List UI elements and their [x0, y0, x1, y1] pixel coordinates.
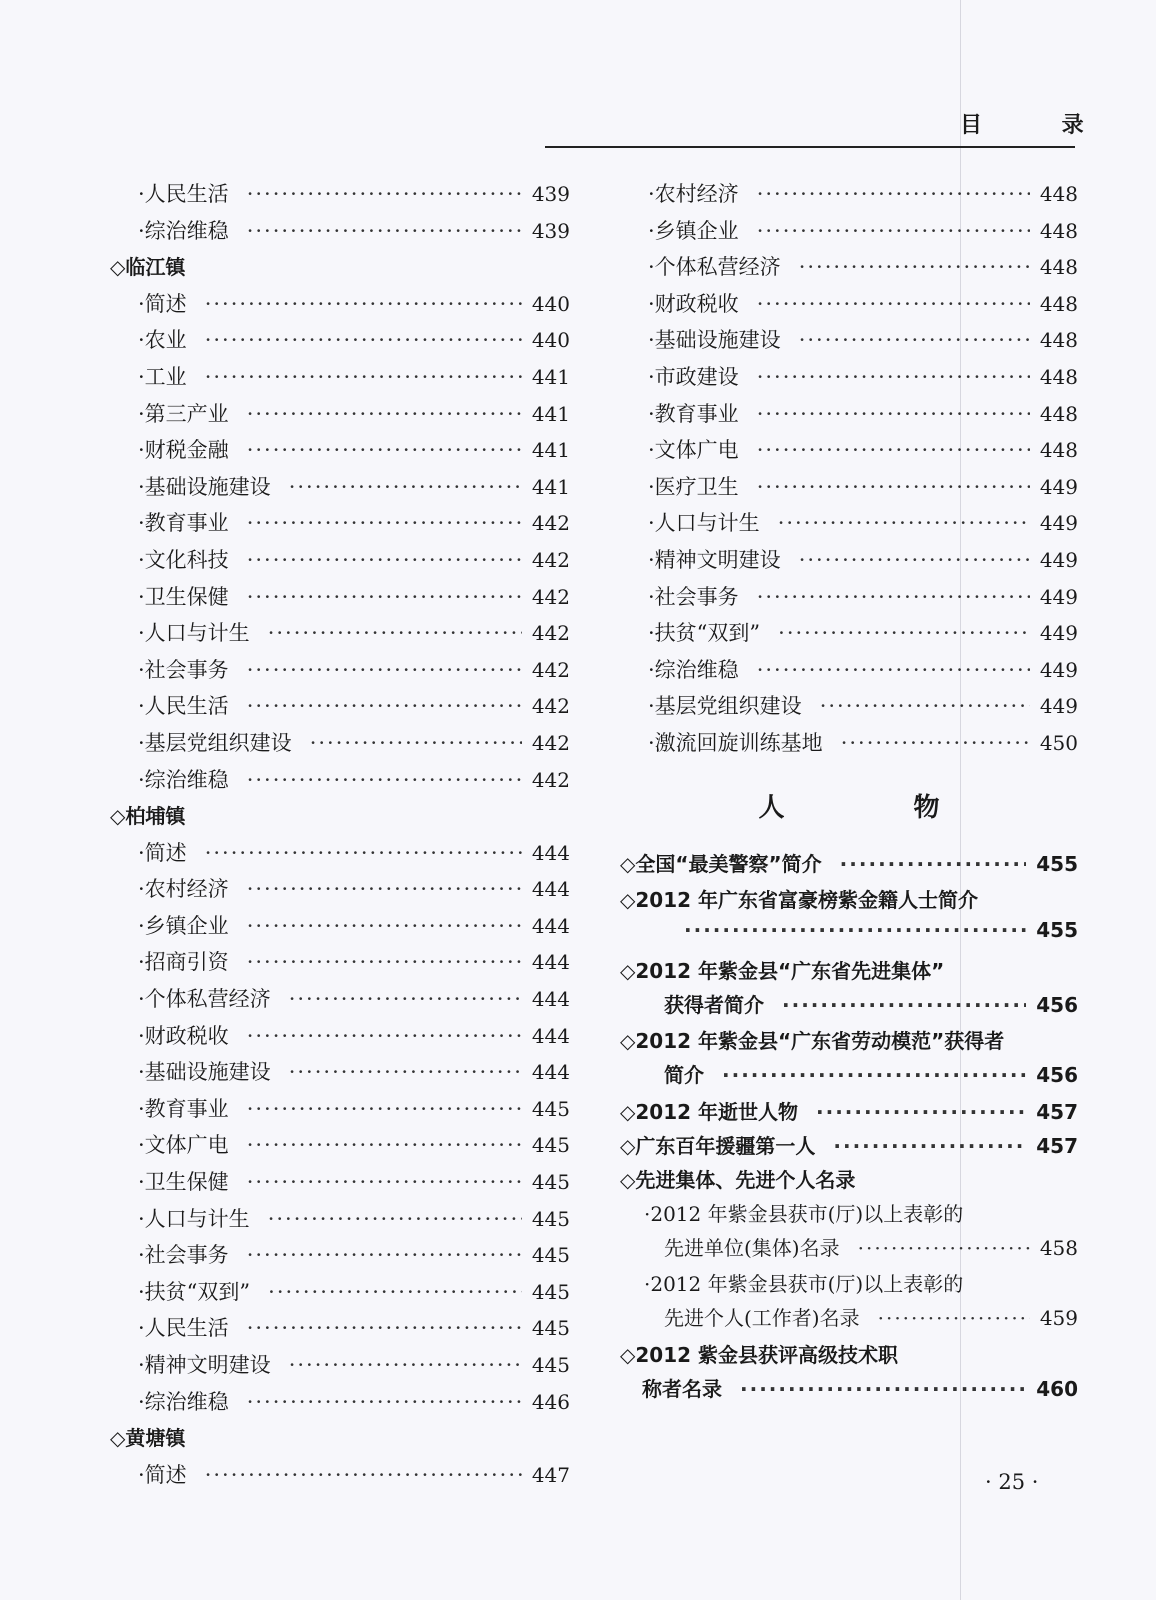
toc-entry-label: ◇2012 年逝世人物 [620, 1099, 799, 1124]
toc-entry[interactable] [110, 1386, 570, 1423]
dot-leader [247, 950, 522, 974]
toc-entry-page: 442 [531, 584, 570, 609]
toc-entry-label: ·卫生保健 [138, 584, 229, 609]
toc-entry[interactable] [620, 617, 1078, 654]
toc-entry-page: 448 [1039, 401, 1078, 426]
toc-entry-page: 448 [1039, 255, 1078, 280]
toc-entry[interactable] [620, 690, 1078, 727]
toc-entry[interactable] [110, 581, 570, 618]
toc-entry-page: 440 [531, 291, 570, 316]
toc-entry-line[interactable]: ·2012 年紫金县获市(厅)以上表彰的 [644, 1272, 964, 1297]
dot-leader [205, 841, 522, 865]
toc-entry-page: 442 [531, 694, 570, 719]
toc-entry-label: 先进个人(工作者)名录 [664, 1306, 860, 1331]
toc-entry[interactable] [110, 471, 570, 508]
toc-entry[interactable] [110, 1239, 570, 1276]
toc-entry[interactable] [110, 983, 570, 1020]
toc-entry-label: 简介 [664, 1063, 704, 1088]
toc-entry-label: ◇广东百年援疆第一人 [620, 1133, 816, 1158]
toc-entry-page: 444 [531, 840, 570, 865]
toc-entry-page: 456 [1036, 992, 1078, 1017]
toc-entry[interactable] [110, 1312, 570, 1349]
dot-leader [247, 1170, 522, 1194]
toc-entry-page: 445 [531, 1243, 570, 1268]
toc-entry[interactable] [620, 1096, 1078, 1130]
toc-entry[interactable] [620, 727, 1078, 764]
people-entries [620, 848, 1078, 1410]
toc-entry[interactable] [110, 946, 570, 983]
dot-leader [684, 918, 1026, 942]
toc-entry-page: 441 [531, 401, 570, 426]
toc-entry-label: ·基层党组织建设 [648, 694, 802, 719]
toc-entry-label: ·人口与计生 [648, 511, 760, 536]
toc-entry-label: ·简述 [138, 291, 187, 316]
toc-entry[interactable] [620, 581, 1078, 618]
toc-entry-page: 458 [1039, 1235, 1078, 1260]
dot-leader [247, 877, 522, 901]
toc-entry-label: ◇全国“最美警察”简介 [620, 851, 822, 876]
toc-entry-label: ·乡镇企业 [138, 913, 229, 938]
toc-entry[interactable] [110, 727, 570, 764]
toc-entry-label: ·人口与计生 [138, 621, 250, 646]
toc-entry[interactable] [110, 288, 570, 325]
toc-entry-page: 460 [1036, 1377, 1078, 1402]
dot-leader [247, 1243, 522, 1267]
toc-entry-page: 448 [1039, 182, 1078, 206]
toc-entry-line[interactable]: ◇2012 年紫金县“广东省先进集体” [620, 958, 945, 983]
toc-entry[interactable] [110, 361, 570, 398]
toc-entry[interactable] [620, 989, 1078, 1026]
dot-leader [757, 402, 1030, 426]
toc-entry-page: 444 [531, 987, 570, 1012]
toc-entry-label: ·财税金融 [138, 438, 229, 463]
dot-leader [841, 731, 1030, 755]
toc-section-heading[interactable]: ◇柏埔镇 [110, 804, 186, 829]
dot-leader [757, 182, 1030, 206]
dot-leader [757, 219, 1030, 243]
toc-entry-page: 448 [1039, 291, 1078, 316]
toc-entry-page: 459 [1039, 1306, 1078, 1331]
dot-leader [247, 219, 522, 243]
toc-entry-label: ·激流回旋训练基地 [648, 730, 823, 755]
dot-leader [247, 1133, 522, 1157]
toc-right-column [620, 178, 1078, 1410]
dot-leader [778, 511, 1030, 535]
toc-entry-label: ·医疗卫生 [648, 474, 739, 499]
toc-entry[interactable] [620, 215, 1078, 252]
toc-entry-page: 444 [531, 877, 570, 902]
toc-entry-page: 441 [531, 474, 570, 499]
toc-entry[interactable] [110, 1459, 570, 1496]
toc-entry-label: ·社会事务 [648, 584, 739, 609]
toc-entry-page: 448 [1039, 328, 1078, 353]
dot-leader [247, 694, 522, 718]
toc-entry-label: ·个体私营经济 [648, 255, 781, 280]
dot-leader [247, 402, 522, 426]
toc-entry-page: 448 [1039, 438, 1078, 463]
dot-leader [205, 328, 522, 352]
toc-entry-label: ·综治维稳 [138, 767, 229, 792]
toc-entry[interactable] [110, 1203, 570, 1240]
toc-entry-label: ·文化科技 [138, 547, 229, 572]
dot-leader [757, 292, 1030, 316]
toc-entry[interactable] [110, 215, 570, 252]
toc-entry-page: 449 [1039, 511, 1078, 536]
toc-entry-line[interactable]: ·2012 年紫金县获市(厅)以上表彰的 [644, 1201, 964, 1226]
toc-entry-page: 448 [1039, 364, 1078, 389]
toc-entry-page: 441 [531, 438, 570, 463]
toc-entry-label: ·人口与计生 [138, 1206, 250, 1231]
dot-leader [757, 365, 1030, 389]
toc-entry[interactable] [620, 434, 1078, 471]
toc-entry-page: 449 [1039, 584, 1078, 609]
dot-leader [778, 621, 1030, 645]
toc-entry-page: 442 [531, 730, 570, 755]
toc-entry[interactable] [620, 918, 1078, 955]
toc-entry-label: ·教育事业 [648, 401, 739, 426]
dot-leader [757, 438, 1030, 462]
toc-entry-page: 449 [1039, 474, 1078, 499]
toc-entry-page: 449 [1039, 547, 1078, 572]
toc-entry-label: ·财政税收 [648, 291, 739, 316]
toc-entry-page: 445 [531, 1353, 570, 1377]
toc-entry[interactable] [620, 324, 1078, 361]
toc-entry-page: 445 [531, 1279, 570, 1304]
toc-entry-label: ·农村经济 [138, 877, 229, 902]
dot-leader [247, 548, 522, 572]
toc-entry-line[interactable]: ◇2012 年紫金县“广东省劳动模范”获得者 [620, 1029, 1005, 1054]
toc-left-column [110, 178, 570, 1495]
toc-entry[interactable] [620, 1232, 1078, 1269]
dot-leader [833, 1134, 1026, 1158]
toc-entry[interactable] [110, 690, 570, 727]
dot-leader [782, 993, 1026, 1017]
toc-entry[interactable] [110, 1093, 570, 1130]
toc-entry-page: 445 [531, 1206, 570, 1231]
toc-entry[interactable] [110, 324, 570, 361]
toc-entry-page: 449 [1039, 657, 1078, 682]
toc-entry-page: 446 [531, 1389, 570, 1414]
toc-entry[interactable] [110, 654, 570, 691]
toc-entry-line[interactable]: ◇2012 紫金县获评高级技术职 [620, 1343, 899, 1368]
toc-entry-page: 447 [531, 1462, 570, 1487]
toc-entry[interactable] [110, 178, 570, 215]
toc-entry-label: ·招商引资 [138, 950, 229, 975]
toc-entry-label: ·人民生活 [138, 1316, 229, 1341]
toc-entry[interactable] [620, 848, 1078, 885]
toc-section-heading[interactable]: ◇黄塘镇 [110, 1426, 186, 1451]
dot-leader [247, 182, 522, 206]
toc-entry[interactable] [110, 617, 570, 654]
toc-entry-label: ·人民生活 [138, 694, 229, 719]
toc-entry[interactable] [620, 1373, 1078, 1410]
toc-entry-page: 456 [1036, 1063, 1078, 1088]
toc-entry-page: 442 [531, 767, 570, 792]
dot-leader [310, 731, 522, 755]
toc-entry-label: ·农村经济 [648, 182, 739, 206]
toc-entry-page: 450 [1039, 730, 1078, 755]
toc-entry[interactable] [110, 1129, 570, 1166]
dot-leader [247, 1316, 522, 1340]
toc-entry-label: 称者名录 [642, 1377, 722, 1402]
dot-leader [799, 328, 1030, 352]
toc-entry[interactable] [110, 1349, 570, 1386]
toc-entry[interactable] [110, 1056, 570, 1093]
dot-leader [247, 438, 522, 462]
toc-entry[interactable] [110, 910, 570, 947]
toc-entry-page: 441 [531, 364, 570, 389]
page-number: · 25 · [985, 1470, 1039, 1494]
dot-leader [247, 585, 522, 609]
toc-entry[interactable] [620, 471, 1078, 508]
dot-leader [247, 768, 522, 792]
dot-leader [289, 475, 522, 499]
toc-entry-label: ·农业 [138, 328, 187, 353]
toc-entry-page: 439 [531, 182, 570, 206]
toc-entry-label: ·教育事业 [138, 1096, 229, 1121]
toc-entry-page: 442 [531, 657, 570, 682]
toc-entry-label: ·人民生活 [138, 182, 229, 206]
toc-entry-page: 445 [531, 1133, 570, 1158]
page-title: 目 录 [960, 113, 1120, 138]
toc-entry[interactable] [110, 398, 570, 435]
toc-entry-label: ·社会事务 [138, 1243, 229, 1268]
dot-leader [205, 1463, 522, 1487]
toc-entry[interactable] [620, 507, 1078, 544]
dot-leader [247, 1024, 522, 1048]
toc-entry-page: 444 [531, 1023, 570, 1048]
toc-entry[interactable] [110, 434, 570, 471]
toc-entry[interactable] [620, 288, 1078, 325]
toc-entry-page: 448 [1039, 218, 1078, 243]
toc-entry[interactable] [110, 764, 570, 801]
toc-entry-page: 449 [1039, 694, 1078, 719]
dot-leader [247, 1097, 522, 1121]
toc-entry-page: 440 [531, 328, 570, 353]
toc-entry[interactable] [620, 251, 1078, 288]
toc-entry-page: 445 [531, 1170, 570, 1195]
toc-entry-page: 439 [531, 218, 570, 243]
toc-entry-page: 442 [531, 621, 570, 646]
toc-entry-label: ·精神文明建设 [138, 1353, 271, 1377]
toc-entry[interactable] [110, 873, 570, 910]
toc-entry-line[interactable]: ◇先进集体、先进个人名录 [620, 1167, 856, 1192]
toc-entry-page: 445 [531, 1096, 570, 1121]
toc-entry[interactable] [110, 1276, 570, 1313]
toc-section-heading[interactable]: ◇临江镇 [110, 255, 186, 280]
dot-leader [878, 1306, 1030, 1330]
dot-leader [840, 852, 1027, 876]
dot-leader [816, 1100, 1026, 1124]
toc-entry[interactable] [110, 837, 570, 874]
toc-entry-label: ·简述 [138, 1462, 187, 1487]
toc-entry-label: ·第三产业 [138, 401, 229, 426]
dot-leader [757, 475, 1030, 499]
people-section-heading: 人 物 [758, 792, 1000, 823]
toc-entry-page: 442 [531, 547, 570, 572]
toc-entry[interactable] [620, 1130, 1078, 1164]
toc-entry[interactable] [620, 1302, 1078, 1339]
toc-entry-label: ·基础设施建设 [138, 1060, 271, 1085]
toc-entry[interactable] [620, 398, 1078, 435]
toc-entry-label: ·基础设施建设 [138, 474, 271, 499]
toc-entry-page: 445 [531, 1316, 570, 1341]
dot-leader [268, 1207, 522, 1231]
toc-entry[interactable] [110, 544, 570, 581]
dot-leader [247, 511, 522, 535]
toc-entry-page: 442 [531, 511, 570, 536]
toc-entry[interactable] [620, 1059, 1078, 1096]
toc-entry-label: ·综治维稳 [648, 657, 739, 682]
toc-entry-label: ·基础设施建设 [648, 328, 781, 353]
toc-entry-label: ·工业 [138, 364, 187, 389]
dot-leader [247, 1390, 522, 1414]
toc-entry-label: ·扶贫“双到” [138, 1279, 251, 1304]
dot-leader [205, 292, 522, 316]
dot-leader [722, 1063, 1026, 1087]
toc-entry-page: 449 [1039, 621, 1078, 646]
toc-entry-label: ·文体广电 [648, 438, 739, 463]
toc-entry-page: 455 [1036, 851, 1078, 876]
toc-entry-label: ·综治维稳 [138, 1389, 229, 1414]
dot-leader [757, 658, 1030, 682]
toc-entry-label: ·扶贫“双到” [648, 621, 761, 646]
toc-entry-label: ·财政税收 [138, 1023, 229, 1048]
toc-entry-label: ·社会事务 [138, 657, 229, 682]
dot-leader [757, 585, 1030, 609]
toc-entry-label: ·综治维稳 [138, 218, 229, 243]
dot-leader [820, 694, 1030, 718]
toc-entry[interactable] [110, 507, 570, 544]
toc-entry-page: 444 [531, 1060, 570, 1085]
dot-leader [799, 548, 1030, 572]
toc-entry-label: ·简述 [138, 840, 187, 865]
toc-entry[interactable] [110, 1166, 570, 1203]
dot-leader [289, 1060, 522, 1084]
toc-entry[interactable] [620, 361, 1078, 398]
dot-leader [268, 621, 522, 645]
toc-entry[interactable] [620, 654, 1078, 691]
dot-leader [289, 1353, 522, 1377]
toc-entry-label: ·乡镇企业 [648, 218, 739, 243]
dot-leader [247, 914, 522, 938]
toc-entry-label: ·市政建设 [648, 364, 739, 389]
dot-leader [289, 987, 522, 1011]
toc-entry-label: ·文体广电 [138, 1133, 229, 1158]
toc-entry-page: 457 [1036, 1133, 1078, 1158]
toc-entry-line[interactable]: ◇2012 年广东省富豪榜紫金籍人士简介 [620, 888, 979, 913]
toc-entry[interactable] [620, 544, 1078, 581]
toc-entry-label: ·基层党组织建设 [138, 730, 292, 755]
toc-entry-page: 444 [531, 913, 570, 938]
toc-entry[interactable] [110, 1020, 570, 1057]
dot-leader [799, 255, 1030, 279]
dot-leader [740, 1377, 1026, 1401]
dot-leader [268, 1280, 522, 1304]
toc-entry[interactable] [620, 178, 1078, 215]
toc-entry-page: 444 [531, 950, 570, 975]
toc-entry-label: 先进单位(集体)名录 [664, 1235, 840, 1260]
dot-leader [205, 365, 522, 389]
toc-entry-label: ·精神文明建设 [648, 547, 781, 572]
toc-entry-label: ·教育事业 [138, 511, 229, 536]
dot-leader [247, 658, 522, 682]
toc-entry-page: 457 [1036, 1099, 1078, 1124]
toc-entry-label: 获得者简介 [664, 992, 764, 1017]
toc-entry-label: ·卫生保健 [138, 1170, 229, 1195]
header-divider [545, 146, 1075, 148]
toc-entry-label: ·个体私营经济 [138, 987, 271, 1012]
dot-leader [858, 1236, 1030, 1260]
toc-entry-page: 455 [1036, 918, 1078, 943]
toc-right-items [620, 178, 1078, 764]
